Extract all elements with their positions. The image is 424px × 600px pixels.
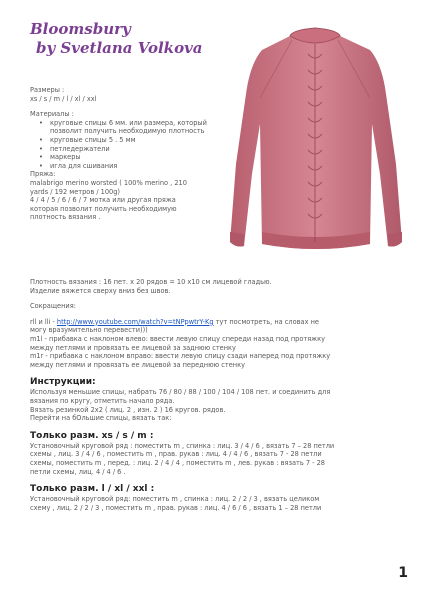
section-line: Установочный круговой ряд: поместить m , спинка : лиц. 2 / 2 / 3 , вязать целиком — [30, 495, 320, 504]
abbr-line: m1l - прибавка с наклоном влево: ввести левую спицу спереди назад под протяжку — [30, 334, 326, 343]
pattern-details — [30, 86, 220, 222]
list-item: • круговые спицы 5 . 5 мм — [30, 136, 220, 145]
materials-label: Материалы : — [30, 110, 74, 119]
yarn-line: malabrigo merino worsted ( 100% merino , 210 — [30, 178, 187, 187]
title-line1: Bloomsbury — [30, 20, 131, 38]
abbr-line: m1r - прибавка с наклоном вправо: ввести левую спицу сзади наперед под протяжку — [30, 352, 331, 361]
gauge-line: Плотность вязания : 16 пет. х 20 рядов = 10 х10 см лицевой гладью. — [30, 278, 272, 286]
abbr-line: могу вразумительно перевести))) — [30, 326, 148, 335]
sweater-photo — [220, 14, 410, 284]
list-item: • петледержатели — [30, 145, 220, 154]
materials-list — [30, 119, 220, 171]
sweater-cuff-left — [230, 232, 244, 247]
instructions-heading: Инструкции: — [30, 377, 96, 388]
abbr-line: между петлями и провязать ее лицевой за заднюю стенку — [30, 343, 236, 352]
section-line: схему , лиц. 2 / 2 / 3 , поместить m , прав. рукав : лиц. 4 / 6 / 6 , вязать 1 – 28 петли — [30, 503, 322, 512]
sizes-label: Размеры : — [30, 86, 65, 94]
abbr-line: между петлями и провязать ее лицевой за переднюю стенку — [30, 360, 246, 369]
section-line: петли схемы, лиц. 4 / 4 / 6 . — [30, 467, 126, 476]
instructions-line: Перейти на бОльшие спицы, вязать так: — [30, 414, 172, 423]
instructions-line: вязания по кругу, отметить начало ряда. — [30, 396, 175, 405]
pattern-title — [30, 20, 203, 58]
section-line: Установочный круговой ряд : поместить m , спинка : лиц. 3 / 4 / 6 , вязать 7 – 28 петли — [30, 441, 335, 450]
yarn-line: плотность вязания . — [30, 213, 101, 222]
abbr-label: Сокращения: — [30, 302, 76, 311]
section-heading: Только разм. xs / s / m : — [30, 430, 154, 441]
instructions-line: Используя меньшие спицы, набрать 76 / 80 / 88 / 100 / 104 / 108 пет. и соединить для — [30, 388, 331, 397]
section-line: схемы, поместить m , перед. : лиц. 2 / 4 / 4 , поместить m , лев. рукав : вязать 7 - 28 — [30, 458, 325, 467]
abbr-video-line: rll и lli - http://www.youtube.com/watch?v=tNPpwtrY-Kg тут посмотреть, на словах не — [30, 317, 319, 326]
sweater-body — [230, 36, 402, 249]
yarn-line: которая позволит получить необходимую — [30, 204, 177, 213]
page-number: 1 — [398, 565, 408, 581]
list-item: • игла для сшивания — [30, 162, 220, 171]
gauge-line: Изделие вяжется сверху вниз без швов. — [30, 286, 171, 295]
list-item: • круговые спицы 6 мм. или размера, который позволит получить необходимую плотность — [30, 119, 220, 136]
yarn-line: yards / 192 метров / 100g) — [30, 187, 120, 196]
section-heading: Только разм. l / xl / xxl : — [30, 484, 155, 495]
title-line2: by Svetlana Volkova — [36, 39, 203, 57]
sizes-values: xs / s / m / l / xl / xxl — [30, 94, 97, 103]
section-line: схемы , лиц. 3 / 4 / 6 , поместить m , прав. рукав : лиц. 4 / 4 / 6 , вязать 7 - 28 петли — [30, 450, 322, 459]
pattern-body — [30, 278, 400, 512]
sweater-cuff-right — [388, 232, 402, 247]
yarn-label: Пряжа: — [30, 170, 56, 179]
list-item: • маркеры — [30, 153, 220, 162]
instructions-line: Вязать резинкой 2х2 ( лиц. 2 , изн. 2 ) 16 кругов. рядов. — [30, 405, 226, 414]
yarn-line: 4 / 4 / 5 / 6 / 6 / 7 мотка или другая пряжа — [30, 196, 176, 205]
video-link[interactable]: http://www.youtube.com/watch?v=tNPpwtrY-Kg — [56, 317, 214, 326]
